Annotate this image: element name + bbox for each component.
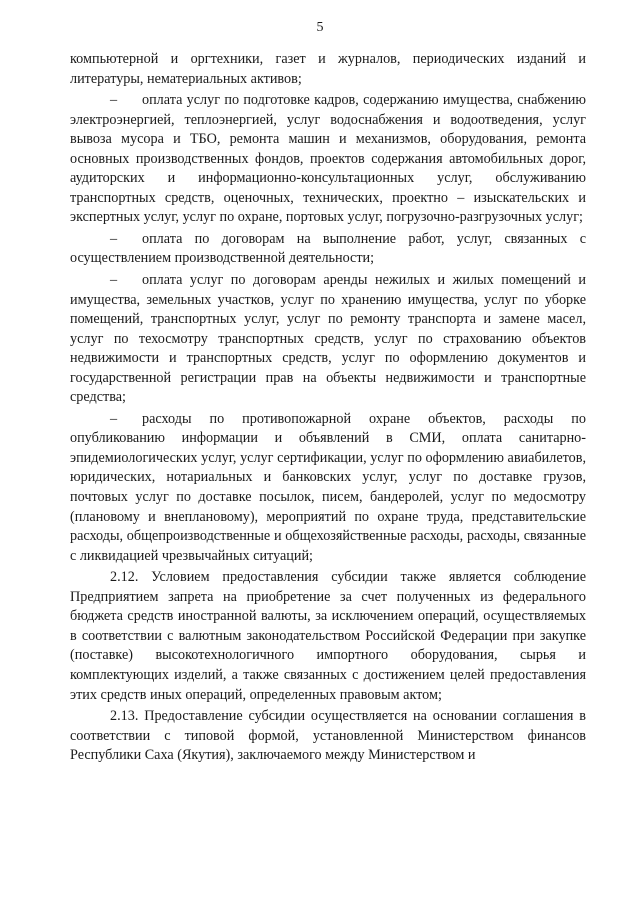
paragraph-text: 2.13. Предоставление субсидии осуществляется на основании соглашения в соответствии с типовой формой, установленной Министерством финансов Республики Саха (Якутия), заключаемого между Министерством и — [70, 708, 586, 764]
page-number: 5 — [316, 20, 324, 35]
list-dash: – — [110, 92, 118, 109]
list-dash: – — [110, 272, 118, 289]
paragraph-text: оплата по договорам на выполнение работ, услуг, связанных с осуществлением производственной деятельности; — [70, 230, 586, 267]
paragraph-text: 2.12. Условием предоставления субсидии также является соблюдение Предприятием запрета на приобретение за счет полученных из федерального бюджета средств иностранной валюты, за исключением операций, осуществляемых в соответствии с валютным законодательством Российской Федерации при закупке (поставке) высокотехнологичного импортного оборудования, сырья и комплектующих изделий, а также связанных с достижением целей предоставления этих средств иных операций, определенных правовым актом; — [70, 569, 586, 703]
list-dash: – — [110, 410, 118, 427]
list-item-services — [70, 91, 586, 228]
paragraph-continuation — [70, 50, 586, 89]
clause-2-12 — [70, 568, 586, 705]
clause-2-13 — [70, 707, 586, 766]
list-dash: – — [110, 230, 118, 247]
list-item-lease — [70, 271, 586, 408]
document-body — [70, 50, 586, 766]
paragraph-text: компьютерной и оргтехники, газет и журналов, периодических изданий и литературы, нематериальных активов; — [70, 51, 586, 87]
list-item-expenses — [70, 410, 586, 566]
paragraph-text: оплата услуг по договорам аренды нежилых и жилых помещений и имущества, земельных участков, услуг по хранению имущества, услуг по уборке помещений, транспортных услуг, услуг по ремонту транспорта и замене масел, услуг по техосмотру транспортных средств, услуг по страхованию объектов недвижимости и транспортных средств, услуг по оформлению документов и государственной регистрации прав на объекты недвижимости и транспортные средства; — [70, 272, 586, 406]
list-item-contracts — [70, 230, 586, 269]
paragraph-text: оплата услуг по подготовке кадров, содержанию имущества, снабжению электроэнергией, теплоэнергией, услуг водоснабжения и водоотведения, услуг вывоза мусора и ТБО, ремонта машин и механизмов, оборудования, ремонта основных производственных фондов, проектов содержания автомобильных дорог, аудиторских и информационно-консультационных услуг, обслуживанию транспортных средств, оценочных, технических, проектно – изыскательских и экспертных услуг, услуг по охране, портовых услуг, погрузочно-разгрузочных услуг; — [70, 92, 586, 226]
paragraph-text: расходы по противопожарной охране объектов, расходы по опубликованию информации и объявлений в СМИ, оплата санитарно-эпидемиологических услуг, услуг сертификации, услуг по оформлению авиабилетов, юридических, нотариальных и банковских услуг, услуг по доставке грузов, почтовых услуг по доставке посылок, писем, бандеролей, услуг по медосмотру (плановому и внеплановому), мероприятий по охране труда, представительские расходы, общепроизводственные и общехозяйственные расходы, расходы, связанные с ликвидацией чрезвычайных ситуаций; — [70, 410, 586, 564]
